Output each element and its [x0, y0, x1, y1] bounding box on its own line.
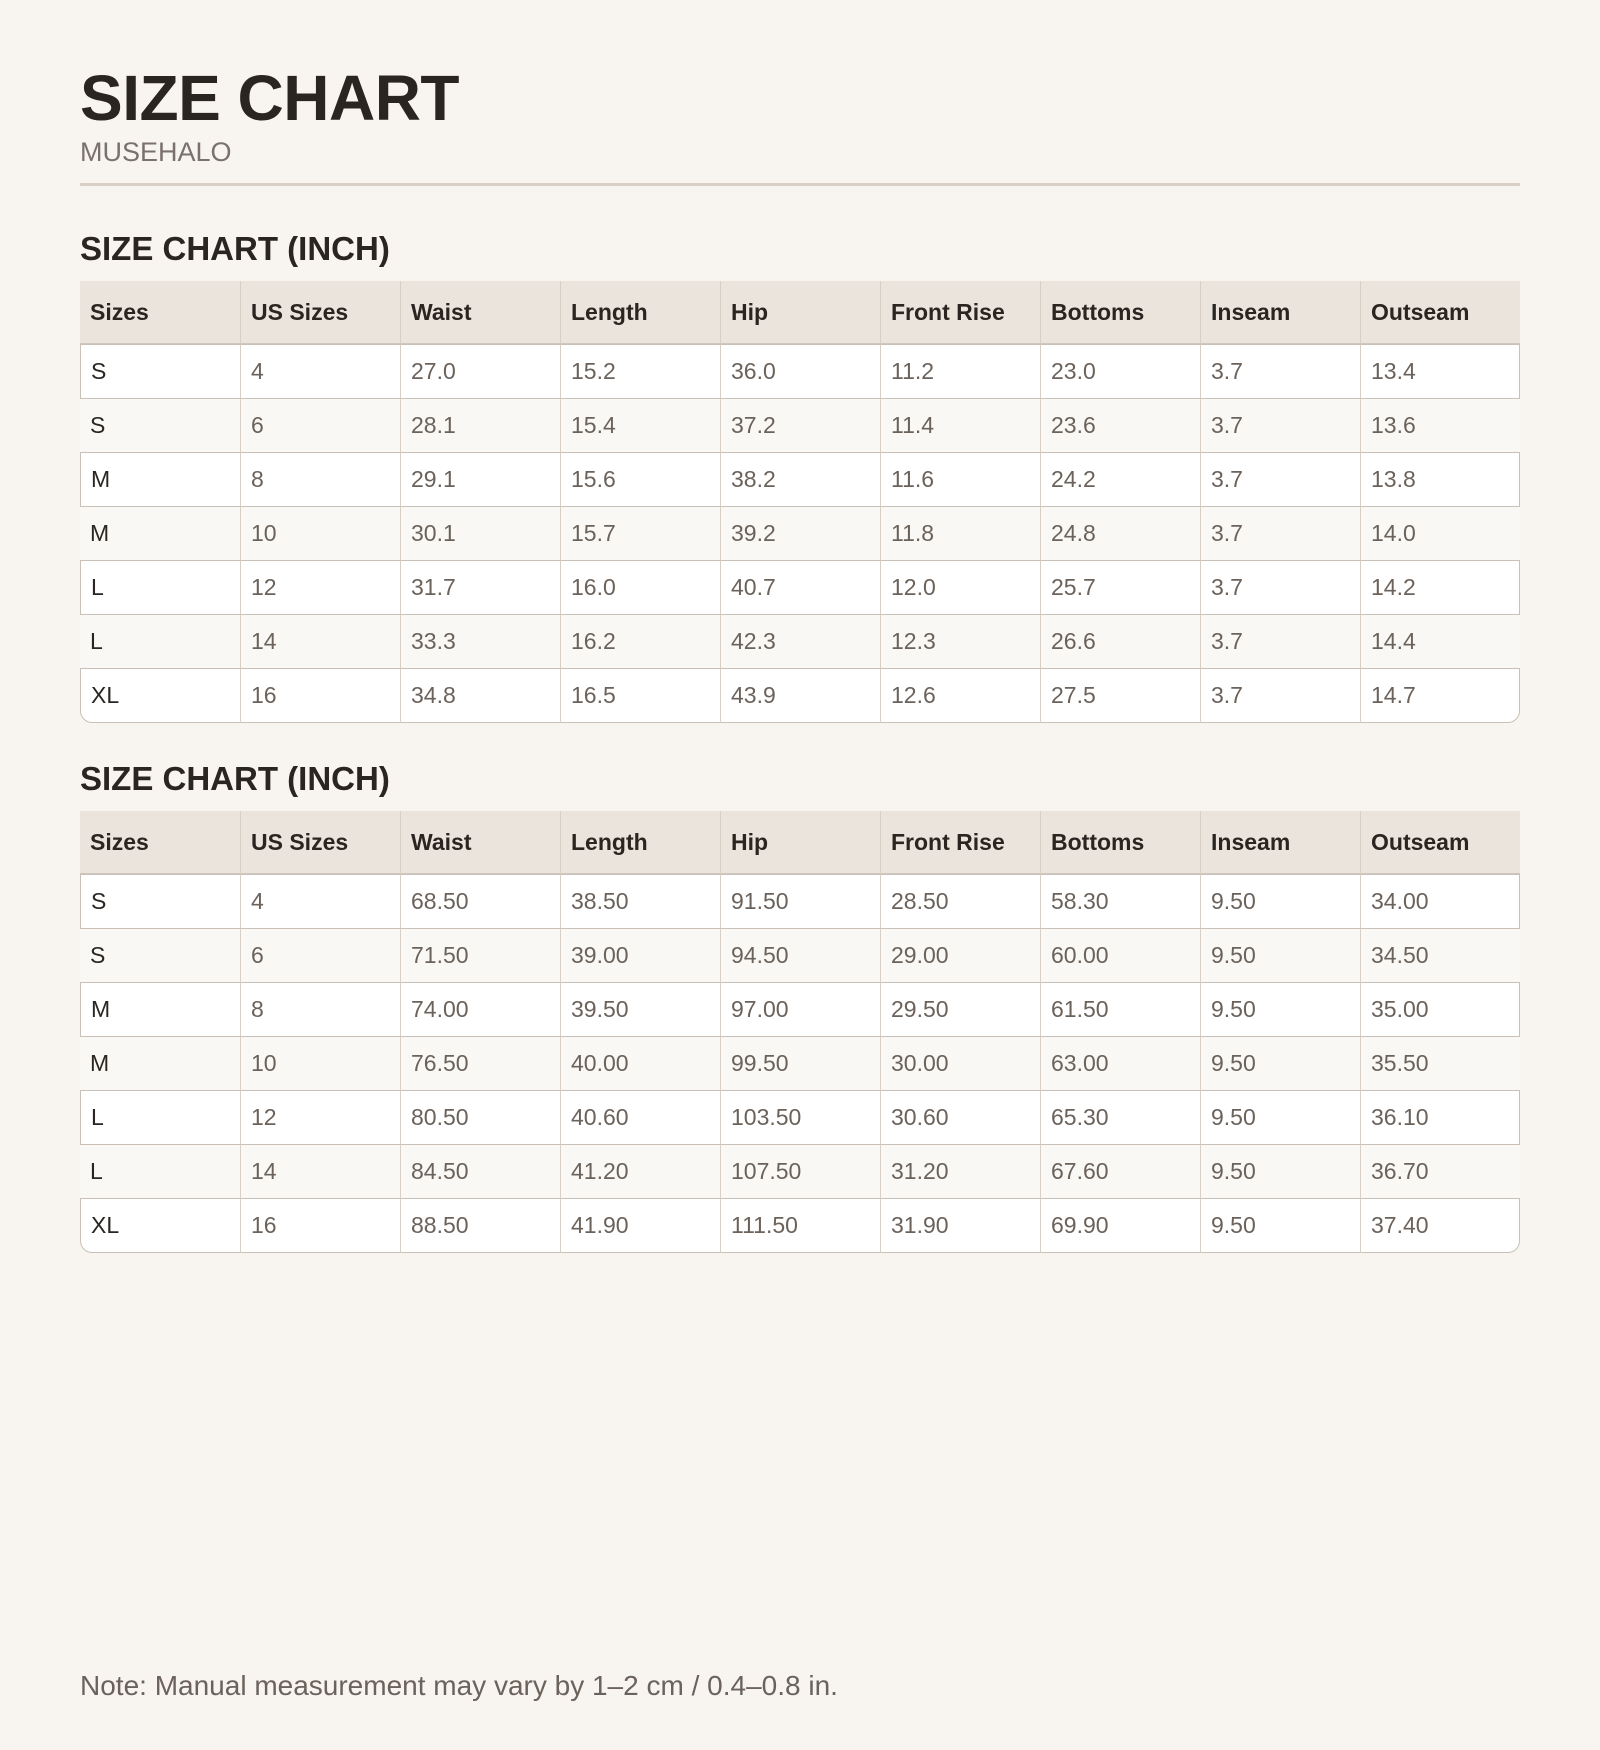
table-cell: 3.7: [1200, 452, 1360, 507]
table-cell: 29.1: [400, 452, 560, 507]
table-cell: 12: [240, 1090, 400, 1145]
table-cell: 36.10: [1360, 1090, 1520, 1145]
table-cell: 84.50: [400, 1145, 560, 1198]
table-cell: 6: [240, 929, 400, 982]
table-cell: 3.7: [1200, 615, 1360, 668]
table-cell: 26.6: [1040, 615, 1200, 668]
table-cell: 40.7: [720, 560, 880, 615]
table-cell: 97.00: [720, 982, 880, 1037]
table-cell: 43.9: [720, 668, 880, 723]
table-cell: 91.50: [720, 874, 880, 929]
table-cell: L: [80, 615, 240, 668]
size-table-inch: [80, 281, 1520, 723]
table-cell: 14.0: [1360, 507, 1520, 560]
table-cell: S: [80, 929, 240, 982]
table-cell: XL: [80, 668, 240, 723]
table-cell: 38.2: [720, 452, 880, 507]
column-header: Bottoms: [1040, 811, 1200, 874]
table-cell: M: [80, 507, 240, 560]
table-cell: 10: [240, 1037, 400, 1090]
table-cell: 15.7: [560, 507, 720, 560]
table-cell: S: [80, 344, 240, 399]
table-cell: 99.50: [720, 1037, 880, 1090]
table-cell: 68.50: [400, 874, 560, 929]
size-table-second: [80, 811, 1520, 1253]
column-header: Front Rise: [880, 811, 1040, 874]
table-cell: L: [80, 560, 240, 615]
table-cell: 14: [240, 615, 400, 668]
table-cell: 16.5: [560, 668, 720, 723]
table-cell: 3.7: [1200, 344, 1360, 399]
table-cell: 63.00: [1040, 1037, 1200, 1090]
table-row: [80, 560, 1520, 615]
table-cell: 29.50: [880, 982, 1040, 1037]
table-cell: L: [80, 1090, 240, 1145]
table-cell: 27.0: [400, 344, 560, 399]
table-row: [80, 1145, 1520, 1198]
table-cell: 42.3: [720, 615, 880, 668]
column-header: Sizes: [80, 811, 240, 874]
table-cell: 69.90: [1040, 1198, 1200, 1253]
table-cell: 9.50: [1200, 982, 1360, 1037]
table-cell: 9.50: [1200, 1037, 1360, 1090]
table-cell: 12.6: [880, 668, 1040, 723]
measurement-note: Note: Manual measurement may vary by 1–2 cm / 0.4–0.8 in.: [80, 1670, 838, 1701]
column-header: Front Rise: [880, 281, 1040, 344]
table-row: [80, 982, 1520, 1037]
table-row: [80, 1198, 1520, 1253]
table-cell: 9.50: [1200, 874, 1360, 929]
table-cell: 35.00: [1360, 982, 1520, 1037]
table-cell: 31.90: [880, 1198, 1040, 1253]
column-header: Sizes: [80, 281, 240, 344]
table-cell: 37.2: [720, 399, 880, 452]
table-cell: M: [80, 1037, 240, 1090]
table-cell: 9.50: [1200, 1090, 1360, 1145]
page-title: SIZE CHART: [80, 62, 459, 134]
section-title-second: SIZE CHART (INCH): [80, 760, 390, 797]
table-cell: 37.40: [1360, 1198, 1520, 1253]
table-cell: 36.0: [720, 344, 880, 399]
section-title-inch: SIZE CHART (INCH): [80, 230, 390, 267]
table-row: [80, 399, 1520, 452]
table-cell: 31.20: [880, 1145, 1040, 1198]
table-row: [80, 668, 1520, 723]
column-header: Hip: [720, 811, 880, 874]
table-cell: 12.3: [880, 615, 1040, 668]
table-row: [80, 1037, 1520, 1090]
table-cell: S: [80, 399, 240, 452]
table-cell: 9.50: [1200, 1198, 1360, 1253]
column-header: Inseam: [1200, 811, 1360, 874]
table-cell: 15.2: [560, 344, 720, 399]
table-cell: 8: [240, 452, 400, 507]
table-row: [80, 874, 1520, 929]
table-cell: 30.60: [880, 1090, 1040, 1145]
table-cell: 58.30: [1040, 874, 1200, 929]
table-cell: 24.8: [1040, 507, 1200, 560]
table-cell: 34.00: [1360, 874, 1520, 929]
table-cell: 12.0: [880, 560, 1040, 615]
table-cell: 30.00: [880, 1037, 1040, 1090]
table-cell: 61.50: [1040, 982, 1200, 1037]
table-cell: 35.50: [1360, 1037, 1520, 1090]
table-cell: M: [80, 982, 240, 1037]
table-cell: 12: [240, 560, 400, 615]
table-cell: 14.4: [1360, 615, 1520, 668]
table-cell: 13.4: [1360, 344, 1520, 399]
table-cell: 13.8: [1360, 452, 1520, 507]
table-cell: 16: [240, 668, 400, 723]
header-divider: [80, 183, 1520, 186]
table-cell: L: [80, 1145, 240, 1198]
table-cell: 38.50: [560, 874, 720, 929]
table-cell: 41.90: [560, 1198, 720, 1253]
table-row: [80, 452, 1520, 507]
table-cell: 41.20: [560, 1145, 720, 1198]
table-cell: 80.50: [400, 1090, 560, 1145]
table-cell: 27.5: [1040, 668, 1200, 723]
table-cell: S: [80, 874, 240, 929]
table-cell: 8: [240, 982, 400, 1037]
table-cell: 15.6: [560, 452, 720, 507]
table-cell: 31.7: [400, 560, 560, 615]
table-row: [80, 507, 1520, 560]
table-cell: 36.70: [1360, 1145, 1520, 1198]
table-cell: 94.50: [720, 929, 880, 982]
table-cell: 28.50: [880, 874, 1040, 929]
table-cell: 10: [240, 507, 400, 560]
table-cell: 40.00: [560, 1037, 720, 1090]
table-cell: 3.7: [1200, 507, 1360, 560]
table-cell: 3.7: [1200, 399, 1360, 452]
size-chart-page: [80, 0, 1520, 1253]
table-cell: 14.2: [1360, 560, 1520, 615]
column-header: Length: [560, 281, 720, 344]
table-cell: 11.4: [880, 399, 1040, 452]
table-cell: 71.50: [400, 929, 560, 982]
table-cell: 25.7: [1040, 560, 1200, 615]
table-cell: XL: [80, 1198, 240, 1253]
column-header: Outseam: [1360, 281, 1520, 344]
table-cell: 3.7: [1200, 668, 1360, 723]
table-cell: 6: [240, 399, 400, 452]
table-cell: 88.50: [400, 1198, 560, 1253]
brand-name: MUSEHALO: [80, 137, 232, 167]
table-cell: 9.50: [1200, 929, 1360, 982]
table-cell: 24.2: [1040, 452, 1200, 507]
table-cell: 11.6: [880, 452, 1040, 507]
column-header: Outseam: [1360, 811, 1520, 874]
table-cell: 3.7: [1200, 560, 1360, 615]
table-cell: 15.4: [560, 399, 720, 452]
column-header: Waist: [400, 281, 560, 344]
table-cell: 107.50: [720, 1145, 880, 1198]
table-cell: 34.50: [1360, 929, 1520, 982]
table-cell: 29.00: [880, 929, 1040, 982]
table-cell: 23.6: [1040, 399, 1200, 452]
table-cell: 39.00: [560, 929, 720, 982]
column-header: Inseam: [1200, 281, 1360, 344]
table-cell: 40.60: [560, 1090, 720, 1145]
table-cell: 33.3: [400, 615, 560, 668]
table-cell: 16.0: [560, 560, 720, 615]
table-row: [80, 1090, 1520, 1145]
table-cell: M: [80, 452, 240, 507]
table-cell: 34.8: [400, 668, 560, 723]
table-cell: 74.00: [400, 982, 560, 1037]
table-cell: 111.50: [720, 1198, 880, 1253]
column-header: Bottoms: [1040, 281, 1200, 344]
table-cell: 39.2: [720, 507, 880, 560]
table-cell: 103.50: [720, 1090, 880, 1145]
column-header: Hip: [720, 281, 880, 344]
column-header: US Sizes: [240, 281, 400, 344]
table-cell: 14: [240, 1145, 400, 1198]
table-cell: 16: [240, 1198, 400, 1253]
table-cell: 28.1: [400, 399, 560, 452]
table-cell: 30.1: [400, 507, 560, 560]
column-header: US Sizes: [240, 811, 400, 874]
table-cell: 76.50: [400, 1037, 560, 1090]
table-header-row: [80, 281, 1520, 344]
table-cell: 4: [240, 344, 400, 399]
table-cell: 23.0: [1040, 344, 1200, 399]
table-cell: 4: [240, 874, 400, 929]
table-cell: 65.30: [1040, 1090, 1200, 1145]
table-row: [80, 615, 1520, 668]
table-cell: 13.6: [1360, 399, 1520, 452]
column-header: Length: [560, 811, 720, 874]
table-cell: 14.7: [1360, 668, 1520, 723]
table-header-row: [80, 811, 1520, 874]
table-cell: 60.00: [1040, 929, 1200, 982]
table-cell: 16.2: [560, 615, 720, 668]
table-cell: 11.2: [880, 344, 1040, 399]
table-cell: 67.60: [1040, 1145, 1200, 1198]
column-header: Waist: [400, 811, 560, 874]
table-cell: 11.8: [880, 507, 1040, 560]
table-row: [80, 344, 1520, 399]
table-row: [80, 929, 1520, 982]
table-cell: 9.50: [1200, 1145, 1360, 1198]
table-cell: 39.50: [560, 982, 720, 1037]
